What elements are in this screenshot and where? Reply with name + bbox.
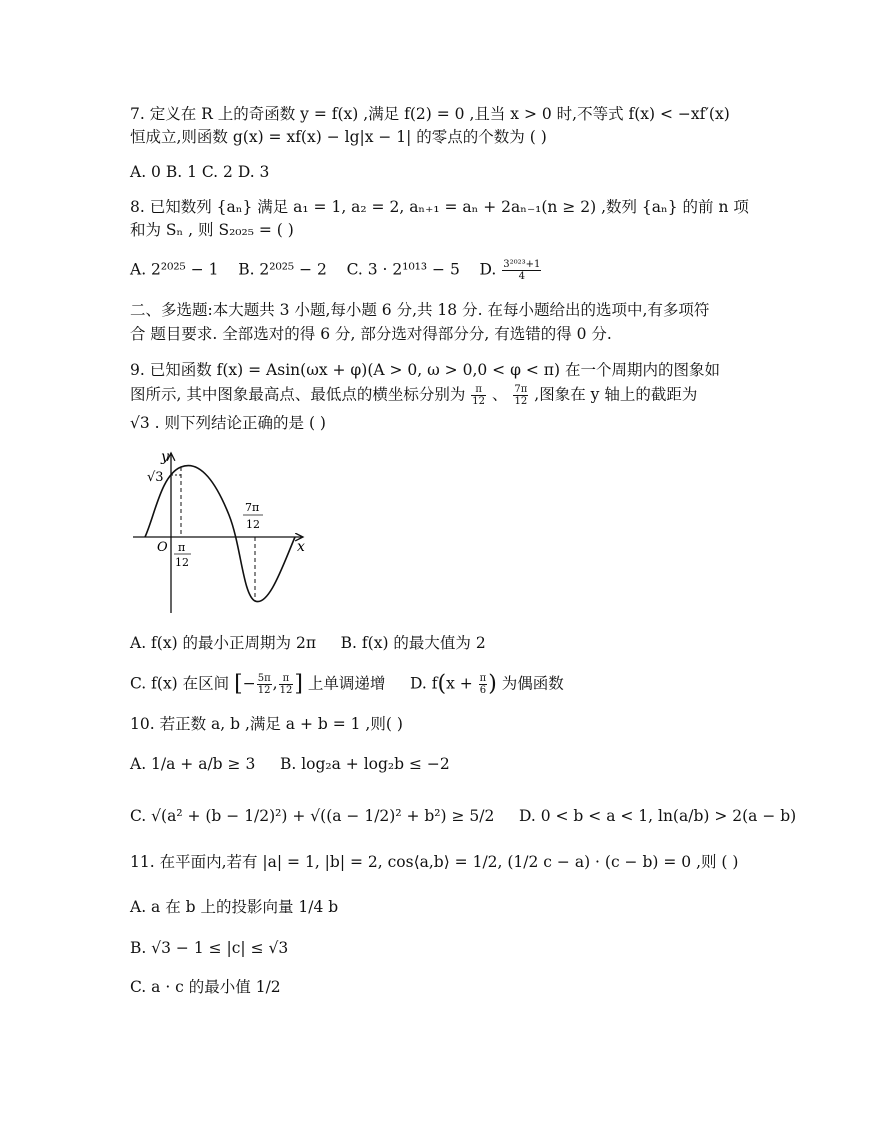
q8-option-a: A. 2²⁰²⁵ − 1 [130, 260, 219, 279]
q9-option-a: A. f(x) 的最小正周期为 2π [130, 634, 317, 652]
q9-max-x-num: π [471, 384, 486, 396]
min-x-den-label: 12 [246, 518, 260, 531]
q11-option-b: B. √3 − 1 ≤ |c| ≤ √3 [130, 939, 289, 957]
q11-option-a: A. a 在 b 上的投影向量 1/4 b [130, 898, 339, 916]
sine-curve [145, 466, 295, 602]
q8-option-d-fraction [502, 259, 541, 282]
q9-option-d-text: D. f [410, 674, 438, 693]
q9-options-cd: C. f(x) 在区间 [− $\frac{5\pi}{12}$ , $\frac{\pi}{12}$ ] 上单调递增 D. f(x + $\frac{\pi}{6}$ ) 为偶函数 [130, 671, 564, 697]
x-axis-label: x [297, 539, 305, 555]
section2-instructions-line2: 合 题目要求. 全部选对的得 6 分, 部分选对得部分分, 有选错的得 0 分. [130, 325, 612, 343]
q8-options [130, 259, 542, 282]
origin-label: O [157, 540, 168, 555]
intercept-label: √3 [147, 470, 164, 485]
y-axis-label: y [161, 449, 169, 465]
q9-option-d-tail: 为偶函数 [501, 674, 564, 693]
q9-stem-line2 [130, 384, 697, 407]
q9-option-c-frac2: $\frac{\pi}{12}$ [279, 673, 293, 696]
q9-stem-line2-text: 图所示, 其中图象最高点、最低点的横坐标分别为 [130, 385, 466, 404]
q9-sine-graph [125, 445, 325, 625]
q10-options-cd [130, 806, 796, 826]
max-x-num-label: π [178, 541, 186, 554]
q9-min-x-den: 12 [514, 396, 528, 407]
q9-option-d-frac: $\frac{\pi}{6}$ [479, 673, 487, 696]
q11-option-c: C. a · c 的最小值 1/2 [130, 978, 281, 996]
q8-option-b: B. 2²⁰²⁵ − 2 [238, 260, 327, 279]
q9-max-x-den: 12 [472, 396, 486, 407]
q8-option-d-label: D. [479, 260, 497, 279]
q9-option-b: B. f(x) 的最大值为 2 [340, 634, 486, 652]
q9-separator: 、 [491, 385, 508, 404]
max-x-den-label: 12 [175, 556, 189, 569]
q11-stem: 11. 在平面内,若有 |a| = 1, |b| = 2, cos⟨a,b⟩ = 1/2, (1/2 c − a) · (c − b) = 0 ,则 ( ) [130, 853, 739, 871]
q9-option-c-text: C. f(x) 在区间 [130, 674, 230, 693]
q10-option-c: C. √(a² + (b − 1/2)²) + √((a − 1/2)² + b²) ≥ 5/2 [130, 807, 495, 825]
q9-options-ab [130, 633, 486, 653]
q10-options-ab [130, 754, 450, 774]
q10-option-a: A. 1/a + a/b ≥ 3 [130, 755, 256, 773]
q9-max-x-fraction [471, 384, 486, 407]
q9-stem-line1: 9. 已知函数 f(x) = Asin(ωx + φ)(A > 0, ω > 0,0 < φ < π) 在一个周期内的图象如 [130, 361, 720, 379]
q10-option-d: D. 0 < b < a < 1, ln(a/b) > 2(a − b) [519, 807, 797, 825]
q8-stem-line1: 8. 已知数列 {aₙ} 满足 a₁ = 1, a₂ = 2, aₙ₊₁ = aₙ + 2aₙ₋₁(n ≥ 2) ,数列 {aₙ} 的前 n 项 [130, 198, 749, 216]
q9-min-x-fraction [513, 384, 528, 407]
q8-option-d-numerator: 3²⁰²³+1 [503, 259, 541, 270]
q9-stem-line3: √3 . 则下列结论正确的是 ( ) [130, 414, 326, 432]
q8-stem-line2: 和为 Sₙ , 则 S₂₀₂₅ = ( ) [130, 221, 294, 239]
q7-stem-line2: 恒成立,则函数 g(x) = xf(x) − lg|x − 1| 的零点的个数为 ( ) [130, 128, 547, 146]
q8-option-c: C. 3 · 2¹⁰¹³ − 5 [346, 260, 460, 279]
q9-option-c-frac1: $\frac{5\pi}{12}$ [257, 673, 271, 696]
q10-option-b: B. log₂a + log₂b ≤ −2 [279, 755, 450, 773]
q10-stem: 10. 若正数 a, b ,满足 a + b = 1 ,则( ) [130, 715, 403, 733]
q7-options: A. 0 B. 1 C. 2 D. 3 [130, 163, 270, 181]
min-x-num-label: 7π [245, 501, 260, 514]
q9-stem-line2-tail: ,图象在 y 轴上的截距为 [534, 385, 698, 404]
q7-stem-line1: 7. 定义在 R 上的奇函数 y = f(x) ,满足 f(2) = 0 ,且当 x > 0 时,不等式 f(x) < −xf′(x) [130, 105, 730, 123]
section2-instructions-line1: 二、多选题:本大题共 3 小题,每小题 6 分,共 18 分. 在每小题给出的选项中,有多项符 [130, 301, 710, 319]
q9-min-x-num: 7π [514, 384, 528, 395]
q9-option-c-tail: 上单调递增 [307, 674, 386, 693]
q8-option-d-denominator: 4 [518, 271, 526, 282]
